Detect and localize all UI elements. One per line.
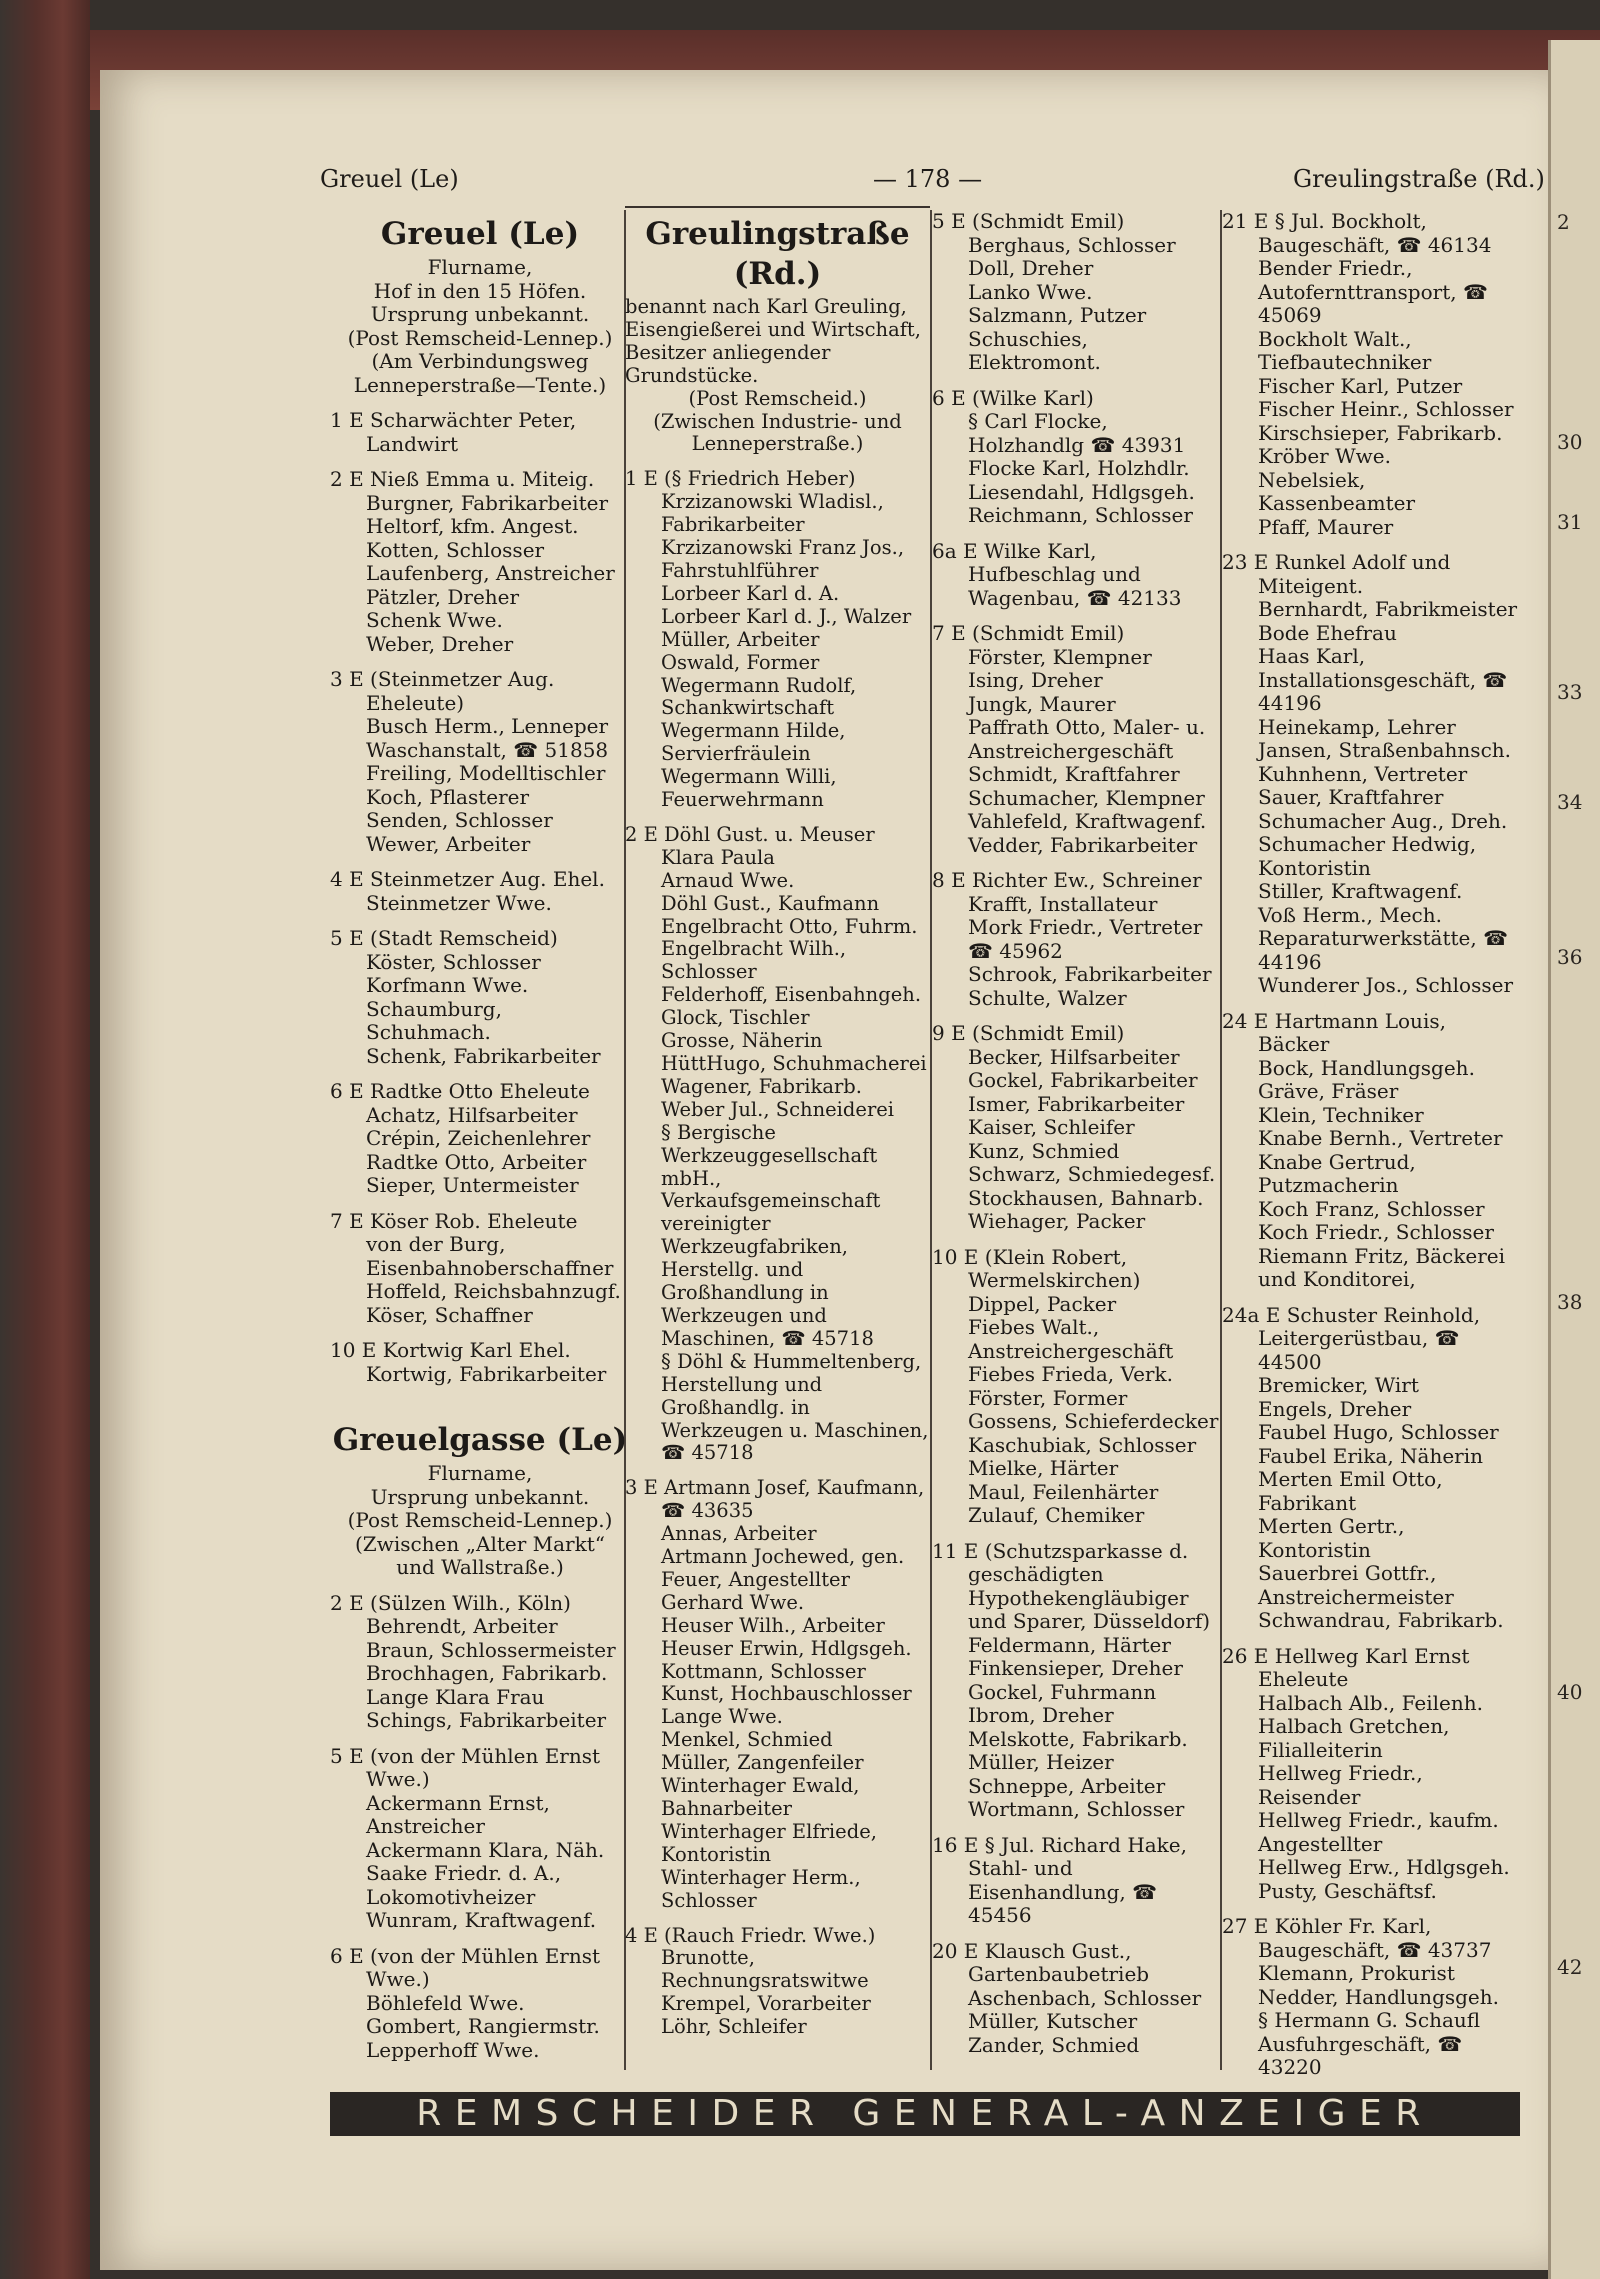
resident-entry: Menkel, Schmied bbox=[661, 1728, 833, 1752]
house-entry: 2 E (Sülzen Wilh., Köln) bbox=[330, 1590, 571, 1615]
resident-entry: Wortmann, Schlosser bbox=[968, 1797, 1185, 1821]
street-description: (Post Remscheid.) bbox=[688, 386, 867, 410]
resident-entry: Kunst, Hochbauschlosser bbox=[661, 1682, 912, 1706]
resident-entry: Schumacher Aug., Dreh. bbox=[1258, 808, 1508, 833]
street-heading: Greuel (Le) bbox=[380, 216, 580, 252]
resident-entry: Sieper, Untermeister bbox=[366, 1173, 579, 1197]
house-entry: 5 E (von der Mühlen Ernst Wwe.) bbox=[330, 1743, 601, 1791]
resident-entry: Klemann, Prokurist bbox=[1258, 1961, 1455, 1985]
column-4 bbox=[1222, 210, 1522, 2080]
spacer bbox=[932, 528, 1222, 540]
resident-entry: Radtke Otto, Arbeiter bbox=[366, 1149, 587, 1174]
resident-entry: Aschenbach, Schlosser bbox=[968, 1985, 1202, 2010]
resident-entry: Krzizanowski Wladisl., Fabrikarbeiter bbox=[661, 490, 884, 537]
house-entry: 2 E Döhl Gust. u. Meuser Klara Paula bbox=[625, 822, 875, 869]
resident-entry: Ibrom, Dreher bbox=[968, 1703, 1114, 1727]
house-entry: 9 E (Schmidt Emil) bbox=[932, 1021, 1125, 1045]
house-entry: 26 E Hellweg Karl Ernst Eheleute bbox=[1222, 1643, 1470, 1691]
resident-entry: Achatz, Hilfsarbeiter bbox=[366, 1102, 578, 1127]
resident-entry: Schumacher, Klempner bbox=[968, 785, 1205, 810]
resident-entry: Schings, Fabrikarbeiter bbox=[366, 1708, 607, 1732]
resident-entry: Heltorf, kfm. Angest. bbox=[366, 514, 579, 538]
resident-entry: Arnaud Wwe. bbox=[661, 868, 795, 892]
resident-entry: Weber Jul., Schneiderei bbox=[661, 1097, 895, 1121]
resident-entry: Halbach Alb., Feilenh. bbox=[1258, 1690, 1484, 1715]
running-head-left: Greuel (Le) bbox=[320, 165, 459, 193]
house-entry: 5 E (Stadt Remscheid) bbox=[330, 926, 558, 950]
resident-entry: Vahlefeld, Kraftwagenf. bbox=[968, 809, 1207, 833]
resident-entry: Bode Ehefrau bbox=[1258, 620, 1397, 645]
next-page-number: 42 bbox=[1557, 1955, 1583, 1979]
spacer bbox=[932, 1234, 1222, 1246]
resident-entry: Knabe Bernh., Vertreter bbox=[1258, 1126, 1503, 1150]
resident-entry: Kortwig, Fabrikarbeiter bbox=[366, 1361, 607, 1386]
spacer bbox=[330, 1580, 630, 1592]
resident-entry: Krempel, Vorarbeiter bbox=[661, 1992, 871, 2016]
resident-entry: Fiebes Walt., Anstreichergeschäft bbox=[968, 1315, 1174, 1363]
resident-entry: Vedder, Fabrikarbeiter bbox=[968, 832, 1198, 857]
resident-entry: Laufenberg, Anstreicher bbox=[366, 561, 615, 585]
house-entry: 8 E Richter Ew., Schreiner bbox=[932, 868, 1202, 892]
resident-entry: Heuser Wilh., Arbeiter bbox=[661, 1613, 885, 1637]
resident-entry: Gombert, Rangiermstr. bbox=[366, 2014, 600, 2038]
street-description: Flurname, bbox=[427, 1461, 533, 1485]
resident-entry: Hellweg Erw., Hdlgsgeh. bbox=[1258, 1855, 1510, 1879]
resident-entry: Schwandrau, Fabrikarb. bbox=[1258, 1608, 1504, 1632]
resident-entry: Flocke Karl, Holzhdlr. bbox=[968, 456, 1190, 480]
house-entry: 7 E Köser Rob. Eheleute bbox=[330, 1208, 578, 1233]
column-3 bbox=[932, 210, 1222, 2057]
resident-entry: Saake Friedr. d. A., Lokomotivheizer bbox=[366, 1861, 562, 1909]
resident-entry: Kunz, Schmied bbox=[968, 1138, 1120, 1163]
resident-entry: Schwarz, Schmiedegesf. bbox=[968, 1162, 1216, 1186]
resident-entry: Klein, Techniker bbox=[1258, 1102, 1424, 1127]
resident-entry: Förster, Klempner bbox=[968, 644, 1152, 669]
spacer bbox=[330, 1198, 630, 1210]
spacer bbox=[932, 375, 1222, 387]
resident-entry: Finkensieper, Dreher bbox=[968, 1656, 1183, 1680]
resident-entry: § Hermann G. Schaufl Ausfuhrgeschäft, ☎ 43220 bbox=[1258, 2008, 1481, 2079]
resident-entry: Schumacher Hedwig, Kontoristin bbox=[1258, 832, 1477, 880]
next-page-number: 30 bbox=[1557, 430, 1583, 454]
resident-entry: Schneppe, Arbeiter bbox=[968, 1773, 1166, 1798]
resident-entry: Annas, Arbeiter bbox=[661, 1522, 817, 1546]
resident-entry: Steinmetzer Wwe. bbox=[366, 890, 552, 915]
resident-entry: Dippel, Packer bbox=[968, 1291, 1117, 1316]
resident-entry: Nedder, Handlungsgeh. bbox=[1258, 1984, 1500, 2009]
resident-entry: Hellweg Friedr., kaufm. Angestellter bbox=[1258, 1808, 1499, 1856]
spacer bbox=[330, 1733, 630, 1745]
column-1 bbox=[330, 210, 630, 2062]
resident-entry: Döhl Gust., Kaufmann bbox=[661, 891, 880, 915]
resident-entry: Kaschubiak, Schlosser bbox=[968, 1432, 1197, 1457]
resident-entry: Stockhausen, Bahnarb. bbox=[968, 1185, 1204, 1210]
resident-entry: Voß Herm., Mech. Reparaturwerkstätte, ☎ 44196 bbox=[1258, 902, 1508, 974]
resident-entry: Kirschsieper, Fabrikarb. bbox=[1258, 420, 1503, 445]
resident-entry: Ising, Dreher bbox=[968, 668, 1103, 692]
resident-entry: Haas Karl, Installationsgeschäft, ☎ 44196 bbox=[1258, 644, 1508, 715]
resident-entry: Busch Herm., Lenneper Waschanstalt, ☎ 51858 bbox=[366, 714, 609, 762]
resident-entry: Grosse, Näherin bbox=[661, 1029, 823, 1053]
resident-entry: Wunram, Kraftwagenf. bbox=[366, 1908, 597, 1932]
resident-entry: Bockholt Walt., Tiefbautechniker bbox=[1258, 326, 1432, 374]
resident-entry: Pfaff, Maurer bbox=[1258, 514, 1394, 539]
spacer bbox=[330, 1933, 630, 1945]
resident-entry: § Carl Flocke, Holzhandlg ☎ 43931 bbox=[968, 409, 1186, 457]
street-description: (Post Remscheid-Lennep.) bbox=[347, 325, 613, 350]
column-2 bbox=[625, 210, 930, 2039]
footer-banner: REMSCHEIDER GENERAL-ANZEIGER bbox=[330, 2092, 1520, 2136]
running-head-right: Greulingstraße (Rd.) bbox=[1293, 165, 1545, 193]
house-entry: 6a E Wilke Karl, Hufbeschlag und Wagenbau, ☎ 42133 bbox=[932, 538, 1182, 610]
house-entry: 10 E (Klein Robert, Wermelskirchen) bbox=[932, 1244, 1141, 1292]
next-page-number: 2 bbox=[1557, 210, 1570, 234]
resident-entry: Wiehager, Packer bbox=[968, 1209, 1146, 1233]
house-entry: 21 E § Jul. Bockholt, Baugeschäft, ☎ 46134 bbox=[1222, 209, 1492, 257]
house-entry: 3 E (Steinmetzer Aug. Eheleute) bbox=[330, 667, 555, 715]
resident-entry: HüttHugo, Schuhmacherei bbox=[661, 1052, 927, 1075]
resident-entry: Winterhager Herm., Schlosser bbox=[661, 1865, 861, 1912]
house-entry: 5 E (Schmidt Emil) bbox=[932, 209, 1125, 233]
resident-entry: Zulauf, Chemiker bbox=[968, 1503, 1145, 1527]
resident-entry: Gockel, Fuhrmann bbox=[968, 1679, 1157, 1704]
resident-entry: Burgner, Fabrikarbeiter bbox=[366, 490, 609, 515]
house-entry: 16 E § Jul. Richard Hake, Stahl- und Eisenhandlung, ☎ 45456 bbox=[932, 1832, 1187, 1927]
resident-entry: Ismer, Fabrikarbeiter bbox=[968, 1091, 1185, 1116]
resident-entry: Bernhardt, Fabrikmeister bbox=[1258, 597, 1518, 621]
spacer bbox=[932, 1822, 1222, 1834]
resident-entry: Paffrath Otto, Maler- u. Anstreichergeschäft bbox=[968, 715, 1206, 763]
resident-entry: Krzizanowski Franz Jos., Fahrstuhlführer bbox=[661, 536, 905, 582]
resident-entry: Freiling, Modelltischler bbox=[366, 761, 606, 785]
resident-entry: Kaiser, Schleifer bbox=[968, 1115, 1135, 1139]
resident-entry: Müller, Zangenfeiler bbox=[661, 1751, 864, 1775]
resident-entry: Oswald, Former bbox=[661, 650, 820, 674]
resident-entry: Fischer Heinr., Schlosser bbox=[1258, 397, 1514, 421]
house-entry: 4 E (Rauch Friedr. Wwe.) bbox=[625, 1923, 876, 1947]
resident-entry: Wegermann Willi, Feuerwehrmann bbox=[661, 765, 837, 812]
resident-entry: Schaumburg, Schuhmach. bbox=[366, 996, 502, 1044]
resident-entry: Nebelsiek, Kassenbeamter bbox=[1258, 467, 1416, 515]
resident-entry: Reichmann, Schlosser bbox=[968, 503, 1193, 527]
resident-entry: Hoffeld, Reichsbahnzugf. bbox=[366, 1279, 621, 1303]
resident-entry: Schmidt, Kraftfahrer bbox=[968, 762, 1180, 786]
resident-entry: § Döhl & Hummeltenberg, Herstellung und Großhandlg. in Werkzeugen u. Maschinen, ☎ 45718 bbox=[661, 1349, 929, 1465]
resident-entry: Wegermann Hilde, Servierfräulein bbox=[661, 719, 846, 766]
resident-entry: Salzmann, Putzer bbox=[968, 303, 1147, 327]
resident-entry: Müller, Kutscher bbox=[968, 2009, 1138, 2033]
house-entry: 3 E Artmann Josef, Kaufmann, ☎ 43635 bbox=[625, 1476, 925, 1523]
resident-entry: Riemann Fritz, Bäckerei und Konditorei, bbox=[1258, 1243, 1505, 1291]
resident-entry: Gräve, Fräser bbox=[1258, 1079, 1399, 1103]
resident-entry: § Bergische Werkzeuggesellschaft mbH., Verkaufsgemeinschaft vereinigter Werkzeugfabriken, Herstellg. und Großhandlung in Werkzeugen und Maschinen, ☎ 45718 bbox=[661, 1120, 881, 1350]
section-top-rule bbox=[625, 206, 930, 208]
street-description: (Post Remscheid-Lennep.) bbox=[347, 1508, 613, 1532]
resident-entry: Faubel Hugo, Schlosser bbox=[1258, 1420, 1499, 1444]
resident-entry: Brunotte, Rechnungsratswitwe bbox=[661, 1946, 869, 1993]
resident-entry: Stiller, Kraftwagenf. bbox=[1258, 879, 1463, 903]
spacer bbox=[625, 1913, 930, 1925]
resident-entry: Kottmann, Schlosser bbox=[661, 1659, 866, 1683]
house-entry: 27 E Köhler Fr. Karl, Baugeschäft, ☎ 43737 bbox=[1222, 1914, 1492, 1962]
resident-entry: Krafft, Installateur bbox=[968, 891, 1158, 916]
next-page-number: 40 bbox=[1557, 1680, 1583, 1704]
resident-entry: Schulte, Walzer bbox=[968, 985, 1127, 1010]
page-number: — 178 — bbox=[873, 165, 983, 193]
resident-entry: Heinekamp, Lehrer bbox=[1258, 714, 1456, 739]
resident-entry: Lange Wwe. bbox=[661, 1705, 783, 1729]
resident-entry: Hellweg Friedr., Reisender bbox=[1258, 1761, 1423, 1809]
spacer bbox=[1222, 1292, 1522, 1304]
house-entry: 10 E Kortwig Karl Ehel. bbox=[330, 1338, 571, 1362]
resident-entry: Jungk, Maurer bbox=[968, 691, 1116, 716]
resident-entry: Artmann Jochewed, gen. Feuer, Angestellter bbox=[661, 1545, 905, 1591]
resident-entry: Gerhard Wwe. bbox=[661, 1590, 805, 1614]
resident-entry: Fiebes Frieda, Verk. bbox=[968, 1362, 1173, 1386]
resident-entry: Glock, Tischler bbox=[661, 1006, 810, 1030]
resident-entry: Lange Klara Frau bbox=[366, 1684, 545, 1709]
resident-entry: Sauerbrei Gottfr., Anstreichermeister bbox=[1258, 1561, 1454, 1609]
street-heading: Greulingstraße (Rd.) bbox=[645, 216, 910, 292]
house-entry: 2 E Nieß Emma u. Miteig. bbox=[330, 467, 595, 491]
spacer bbox=[330, 1386, 630, 1416]
house-entry: 6 E (von der Mühlen Ernst Wwe.) bbox=[330, 1943, 601, 1991]
resident-entry: Winterhager Ewald, Bahnarbeiter bbox=[661, 1774, 860, 1820]
house-entry: 20 E Klausch Gust., Gartenbaubetrieb bbox=[932, 1938, 1150, 1986]
resident-entry: Schuschies, Elektromont. bbox=[968, 326, 1101, 374]
house-entry: 24a E Schuster Reinhold, Leitergerüstbau, ☎ 44500 bbox=[1222, 1302, 1481, 1374]
next-page-number: 33 bbox=[1557, 680, 1583, 704]
spacer bbox=[1222, 998, 1522, 1010]
resident-entry: Förster, Former bbox=[968, 1385, 1128, 1410]
street-description: Flurname, bbox=[427, 255, 533, 279]
next-page-number: 36 bbox=[1557, 945, 1583, 969]
resident-entry: Jansen, Straßenbahnsch. bbox=[1258, 738, 1512, 762]
resident-entry: Mork Friedr., Vertreter ☎ 45962 bbox=[968, 915, 1203, 963]
resident-entry: Pusty, Geschäftsf. bbox=[1258, 1878, 1437, 1903]
resident-entry: Schenk Wwe. bbox=[366, 608, 503, 632]
resident-entry: Müller, Arbeiter bbox=[661, 627, 820, 651]
resident-entry: Engelbracht Otto, Fuhrm. bbox=[661, 914, 918, 938]
street-description: (Am Verbindungsweg bbox=[371, 349, 589, 373]
resident-entry: Gockel, Fabrikarbeiter bbox=[968, 1068, 1198, 1092]
resident-entry: Lorbeer Karl d. A. bbox=[661, 581, 840, 605]
street-description: und Wallstraße.) bbox=[396, 1555, 564, 1579]
resident-entry: Wegermann Rudolf, Schankwirtschaft bbox=[661, 673, 857, 720]
resident-entry: Fischer Karl, Putzer bbox=[1258, 373, 1463, 398]
resident-entry: Brochhagen, Fabrikarb. bbox=[366, 1661, 608, 1685]
resident-entry: Korfmann Wwe. bbox=[366, 973, 529, 997]
resident-entry: Engelbracht Wilh., Schlosser bbox=[661, 937, 847, 984]
resident-entry: Gossens, Schieferdecker bbox=[968, 1409, 1219, 1433]
resident-entry: Mielke, Härter bbox=[968, 1456, 1119, 1480]
resident-entry: Ackermann Ernst, Anstreicher bbox=[366, 1790, 550, 1838]
resident-entry: Ackermann Klara, Näh. bbox=[366, 1837, 605, 1862]
street-description: Ursprung unbekannt. bbox=[370, 302, 590, 326]
resident-entry: Böhlefeld Wwe. bbox=[366, 1990, 525, 2015]
resident-entry: Lanko Wwe. bbox=[968, 279, 1093, 304]
spacer bbox=[932, 1928, 1222, 1940]
resident-entry: Senden, Schlosser bbox=[366, 808, 553, 832]
resident-entry: Merten Emil Otto, Fabrikant bbox=[1258, 1467, 1443, 1515]
resident-entry: Lorbeer Karl d. J., Walzer bbox=[661, 604, 912, 628]
resident-entry: Sauer, Kraftfahrer bbox=[1258, 785, 1444, 809]
spacer bbox=[932, 1528, 1222, 1540]
resident-entry: Becker, Hilfsarbeiter bbox=[968, 1044, 1180, 1069]
house-entry: 1 E (§ Friedrich Heber) bbox=[625, 467, 856, 491]
resident-entry: Lepperhoff Wwe. bbox=[366, 2037, 540, 2062]
resident-entry: Braun, Schlossermeister bbox=[366, 1637, 616, 1662]
resident-entry: Heuser Erwin, Hdlgsgeh. bbox=[661, 1636, 912, 1660]
resident-entry: Wunderer Jos., Schlosser bbox=[1258, 973, 1513, 997]
resident-entry: Berghaus, Schlosser bbox=[968, 232, 1176, 257]
next-page-number: 34 bbox=[1557, 790, 1583, 814]
resident-entry: Pätzler, Dreher bbox=[366, 584, 520, 609]
next-page-number: 31 bbox=[1557, 510, 1583, 534]
resident-entry: Maul, Feilenhärter bbox=[968, 1479, 1159, 1504]
resident-entry: Schenk, Fabrikarbeiter bbox=[366, 1043, 601, 1068]
resident-entry: Löhr, Schleifer bbox=[661, 2015, 807, 2039]
street-description: (Zwischen Industrie- und Lenneperstraße.) bbox=[653, 409, 902, 456]
resident-entry: Halbach Gretchen, Filialleiterin bbox=[1258, 1714, 1450, 1762]
house-entry: 6 E Radtke Otto Eheleute bbox=[330, 1079, 590, 1103]
resident-entry: Schrook, Fabrikarbeiter bbox=[968, 962, 1212, 986]
next-page-edge bbox=[1548, 40, 1600, 2279]
resident-entry: Müller, Heizer bbox=[968, 1750, 1114, 1774]
resident-entry: Kröber Wwe. bbox=[1258, 444, 1391, 468]
resident-entry: Felderhoff, Eisenbahngeh. bbox=[661, 983, 922, 1007]
resident-entry: von der Burg, Eisenbahnoberschaffner bbox=[366, 1232, 614, 1280]
resident-entry: Engels, Dreher bbox=[1258, 1396, 1412, 1421]
house-entry: 4 E Steinmetzer Aug. Ehel. bbox=[330, 867, 605, 891]
house-entry: 23 E Runkel Adolf und Miteigent. bbox=[1222, 550, 1451, 598]
resident-entry: Merten Gertr., Kontoristin bbox=[1258, 1514, 1405, 1562]
street-description: benannt nach Karl Greuling, Eisengießerei und Wirtschaft, Besitzer anliegender Grundstücke. bbox=[625, 295, 921, 387]
resident-entry: Melskotte, Fabrikarb. bbox=[968, 1726, 1188, 1751]
resident-entry: Zander, Schmied bbox=[968, 2032, 1140, 2057]
spacer bbox=[1222, 1633, 1522, 1645]
resident-entry: Bock, Handlungsgeh. bbox=[1258, 1055, 1475, 1080]
resident-entry: Liesendahl, Hdlgsgeh. bbox=[968, 479, 1195, 504]
house-entry: 11 E (Schutzsparkasse d. geschädigten Hypothekengläubiger und Sparer, Düsseldorf) bbox=[932, 1538, 1211, 1633]
house-entry: 1 E Scharwächter Peter, Landwirt bbox=[330, 408, 577, 456]
resident-entry: Behrendt, Arbeiter bbox=[366, 1614, 558, 1638]
next-page-number: 38 bbox=[1557, 1290, 1583, 1314]
resident-entry: Kotten, Schlosser bbox=[366, 537, 545, 562]
book-spine bbox=[0, 0, 90, 2279]
resident-entry: Koch Friedr., Schlosser bbox=[1258, 1220, 1494, 1244]
resident-entry: Crépin, Zeichenlehrer bbox=[366, 1126, 591, 1150]
resident-entry: Knabe Gertrud, Putzmacherin bbox=[1258, 1149, 1416, 1197]
resident-entry: Doll, Dreher bbox=[968, 256, 1094, 280]
resident-entry: Faubel Erika, Näherin bbox=[1258, 1443, 1484, 1468]
resident-entry: Koch, Pflasterer bbox=[366, 784, 530, 809]
resident-entry: Feldermann, Härter bbox=[968, 1632, 1171, 1657]
house-entry: 6 E (Wilke Karl) bbox=[932, 385, 1094, 410]
resident-entry: Winterhager Elfriede, Kontoristin bbox=[661, 1819, 877, 1866]
resident-entry: Koch Franz, Schlosser bbox=[1258, 1196, 1485, 1221]
street-description: (Zwischen „Alter Markt“ bbox=[355, 1531, 605, 1556]
resident-entry: Wewer, Arbeiter bbox=[366, 831, 531, 856]
resident-entry: Bender Friedr., Autofernttransport, ☎ 45069 bbox=[1258, 256, 1488, 327]
resident-entry: Kuhnhenn, Vertreter bbox=[1258, 761, 1468, 786]
street-description: Ursprung unbekannt. bbox=[370, 1484, 590, 1509]
street-description: Lenneperstraße—Tente.) bbox=[353, 372, 607, 397]
street-description: Hof in den 15 Höfen. bbox=[373, 278, 587, 303]
resident-entry: Köser, Schaffner bbox=[366, 1302, 533, 1327]
resident-entry: Köster, Schlosser bbox=[366, 949, 541, 974]
resident-entry: Wagener, Fabrikarb. bbox=[661, 1074, 862, 1098]
street-heading: Greuelgasse (Le) bbox=[332, 1422, 628, 1458]
resident-entry: Weber, Dreher bbox=[366, 631, 514, 656]
house-entry: 7 E (Schmidt Emil) bbox=[932, 621, 1125, 645]
house-entry: 24 E Hartmann Louis, Bäcker bbox=[1222, 1008, 1446, 1056]
resident-entry: Bremicker, Wirt bbox=[1258, 1373, 1419, 1397]
